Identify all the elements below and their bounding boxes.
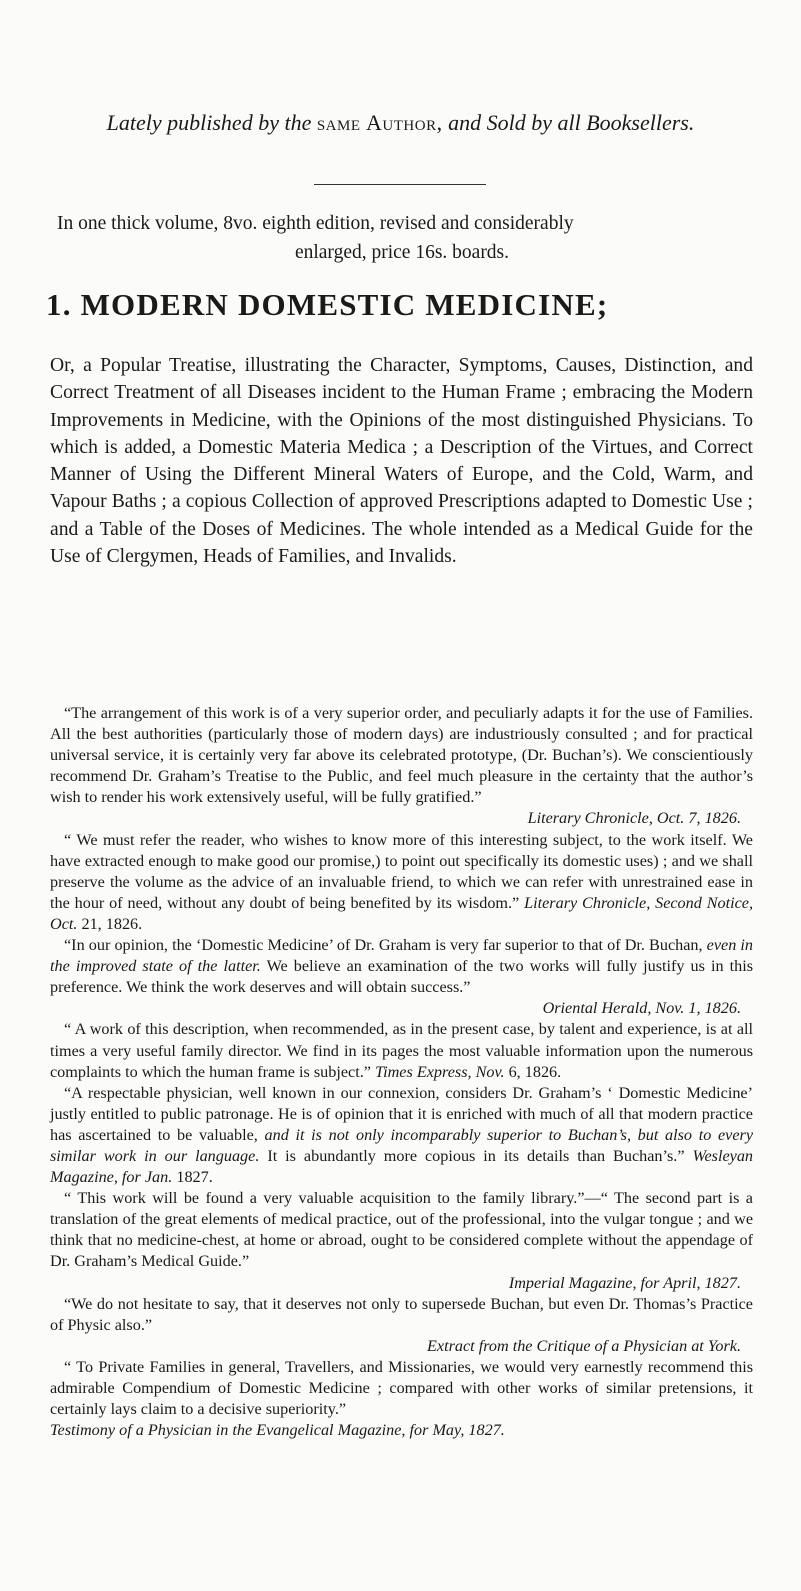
header-same: same: [316, 110, 361, 135]
review-quote-text: “A respectable physician, well known in our connexion, considers Dr. Graham’s ‘ Domestic Medicine’ justly entitled to public patronage. He is of opinion that it is enriched with much of all that modern practice has ascertained to be valuable,: [50, 1083, 753, 1144]
review-quote: “We do not hesitate to say, that it deserves not only to supersede Buchan, but even Dr. Thomas’s Practice of Physic also.”: [50, 1294, 753, 1334]
review-source-title: Literary Chronicle, Second Notice, Oct.: [50, 893, 754, 933]
review-quote: [50, 1019, 753, 1082]
review-quote: “ This work will be found a very valuable acquisition to the family library.”—“ The second part is a translation of the great elements of medical practice, out of the professional, into the vulgar tongue ; and we think that no medicine-chest, at home or abroad, ought to be considered complete without the appendage of Dr. Graham’s Medical Guide.”: [50, 1189, 753, 1271]
review-quote-text: “ A work of this description, when recommended, as in the present case, by talent and experience, is at all times a very useful family director. We find in its pages the most valuable information upon the numerous complaints to which the human frame is subject.”: [50, 1020, 753, 1081]
divider-rule: [314, 184, 486, 185]
header-suffix: and Sold by all Booksellers.: [448, 110, 695, 135]
review-source-date: 6, 1826.: [508, 1062, 562, 1081]
review-source-date: 1, 1826.: [688, 999, 741, 1018]
review-quote-emphasis: and it is not only incomparably superior to Buchan’s, but also to every similar work in our language.: [50, 1125, 754, 1165]
edition-line-1: In one thick volume, 8vo. eighth edition, revised and considerably: [57, 213, 574, 234]
header-prefix: Lately published by the: [106, 110, 312, 135]
review-quote-emphasis: even in the improved state of the latter.: [50, 936, 753, 976]
edition-line-2: enlarged, price 16s. boards.: [294, 242, 510, 263]
review-quote: “ To Private Families in general, Travellers, and Missionaries, we would very earnestly recommend this admirable Compendium of Domestic Medicine ; compared with other works of similar pretensions, it certainly lays claim to a decisive superiority.”: [50, 1357, 753, 1419]
review-source-date: 1827.: [176, 1168, 213, 1187]
header-author: Author,: [366, 110, 443, 135]
review-source-title: Wesleyan Magazine, for Jan.: [50, 1146, 754, 1187]
review-quote-text: We believe an examination of the two works will fully justify us in this preference. We think the work deserves and will obtain success.”: [50, 957, 753, 997]
review-source-title: Imperial Magazine, for April,: [508, 1273, 701, 1292]
review-quote: [50, 1083, 753, 1188]
review-source-title: Oriental Herald, Nov.: [542, 999, 685, 1018]
review-source-title: Times Express, Nov.: [375, 1062, 505, 1081]
reviews-section: [50, 703, 753, 1441]
book-title: 1. MODERN DOMESTIC MEDICINE;: [46, 287, 609, 322]
review-source-date: 7, 1826.: [688, 809, 741, 828]
review-source-title: Literary Chronicle, Oct.: [527, 809, 685, 828]
review-quote-text: “In our opinion, the ‘Domestic Medicine’ of Dr. Graham is very far superior to that of Dr. Buchan,: [64, 936, 703, 955]
review-quote: [50, 935, 753, 998]
review-source-date: 21, 1826.: [81, 914, 143, 933]
review-source-title: Extract from the Critique of a Physician at York.: [427, 1336, 741, 1355]
review-source-title: Testimony of a Physician in the Evangelical Magazine, for May,: [50, 1421, 465, 1440]
review-quote: “The arrangement of this work is of a very superior order, and peculiarly adapts it for the use of Families. All the best authorities (particularly those of modern days) are industriously consulted ; and for practical universal service, it is certainly very far above its celebrated prototype, (Dr. Buchan’s). We conscientiously recommend Dr. Graham’s Treatise to the Public, and feel much pleasure in the certainty that the author’s wish to render his work extensively useful, will be fully gratified.”: [50, 704, 753, 807]
review-source: [50, 1420, 753, 1441]
review-source: [50, 808, 753, 829]
review-source-date: 1827.: [468, 1421, 505, 1440]
edition-notice: [57, 209, 747, 267]
review-quote-text: “ We must refer the reader, who wishes to know more of this interesting subject, to the work itself. We have extracted enough to make good our promise,) to point out specifically its domestic uses) ; and we shall preserve the volume as the advice of an invaluable friend, to which we can refer with unrestrained ease in the hour of need, without any doubt of being benefited by its wisdom.”: [50, 830, 753, 912]
review-source-date: 1827.: [704, 1273, 741, 1292]
review-source: [50, 1336, 753, 1357]
page-header: [0, 110, 801, 136]
review-source: [50, 998, 753, 1019]
book-description: Or, a Popular Treatise, illustrating the Character, Symptoms, Causes, Distinction, and Correct Treatment of all Diseases incident to the Human Frame ; embracing the Modern Improvements in Medicine, with the Opinions of the most distinguished Physicians. To which is added, a Domestic Materia Medica ; a Description of the Virtues, and Correct Manner of Using the Different Mineral Waters of Europe, and the Cold, Warm, and Vapour Baths ; a copious Collection of approved Prescriptions adapted to Domestic Use ; and a Table of the Doses of Medicines. The whole intended as a Medical Guide for the Use of Clergymen, Heads of Families, and Invalids.: [50, 355, 753, 568]
review-quote-text: It is abundantly more copious in its details than Buchan’s.”: [267, 1146, 685, 1165]
review-quote: [50, 830, 753, 935]
review-source: [50, 1273, 753, 1294]
